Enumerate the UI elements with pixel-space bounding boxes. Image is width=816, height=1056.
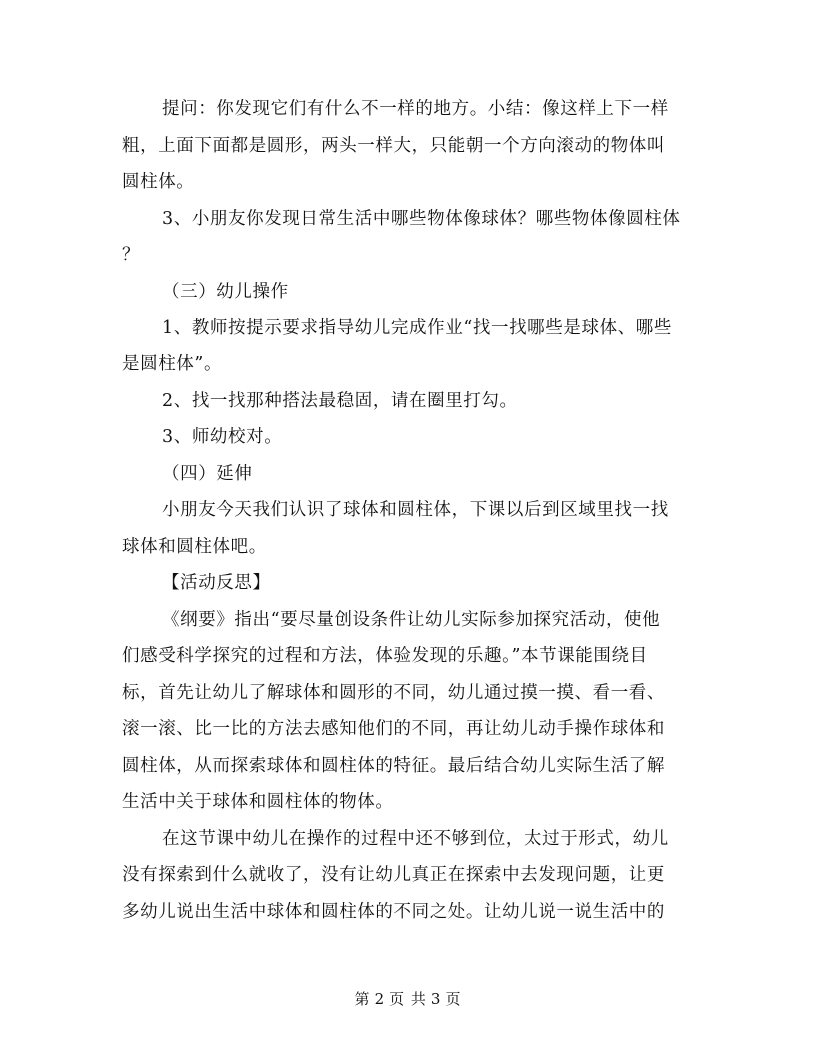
section-heading: （三）幼儿操作 [162,282,289,302]
page-label-suffix: 页 [445,990,462,1008]
paragraph-line: 球体和圆柱体吧。 [122,537,267,557]
paragraph-line: 圆柱体。 [122,172,195,192]
current-page-number: 2 [374,990,386,1008]
paragraph-line: 滚一滚、比一比的方法去感知他们的不同，再让幼儿动手操作球体和 [122,719,665,739]
paragraph-line: 生活中关于球体和圆柱体的物体。 [122,792,394,812]
paragraph-line: 多幼儿说出生活中球体和圆柱体的不同之处。让幼儿说一说生活中的 [122,902,665,922]
paragraph-line: 粗，上面下面都是圆形，两头一样大，只能朝一个方向滚动的物体叫 [122,136,665,156]
paragraph-line: ？ [122,245,141,265]
paragraph-line: 是圆柱体”。 [122,354,223,374]
total-pages-number: 3 [430,990,442,1008]
paragraph-line: 1、教师按提示要求指导幼儿完成作业“找一找哪些是球体、哪些 [162,318,672,338]
paragraph-line: 们感受科学探究的过程和方法，体验发现的乐趣。”本节课能围绕目 [122,646,648,666]
page-label-mid: 页 共 [389,990,427,1008]
page-footer [0,988,816,1009]
paragraph-line: 没有探索到什么就收了，没有让幼儿真正在探索中去发现问题，让更 [122,865,665,885]
page-label-prefix: 第 [354,990,371,1008]
paragraph-line: 在这节课中幼儿在操作的过程中还不够到位，太过于形式，幼儿 [162,829,669,849]
paragraph-line: 《纲要》指出“要尽量创设条件让幼儿实际参加探究活动，使他 [162,610,661,630]
paragraph-line: 小朋友今天我们认识了球体和圆柱体，下课以后到区域里找一找 [162,500,669,520]
paragraph-line: 提问：你发现它们有什么不一样的地方。小结：像这样上下一样 [162,99,669,119]
paragraph-line: 标，首先让幼儿了解球体和圆形的不同，幼儿通过摸一摸、看一看、 [122,683,665,703]
paragraph-line: 3、师幼校对。 [162,427,283,447]
paragraph-line: 圆柱体，从而探索球体和圆柱体的特征。最后结合幼儿实际生活了解 [122,756,665,776]
section-heading: 【活动反思】 [162,573,271,593]
paragraph-line: 2、找一找那种搭法最稳固，请在圈里打勾。 [162,391,518,411]
paragraph-line: 3、小朋友你发现日常生活中哪些物体像球体？哪些物体像圆柱体 [162,209,681,229]
section-heading: （四）延伸 [162,464,253,484]
